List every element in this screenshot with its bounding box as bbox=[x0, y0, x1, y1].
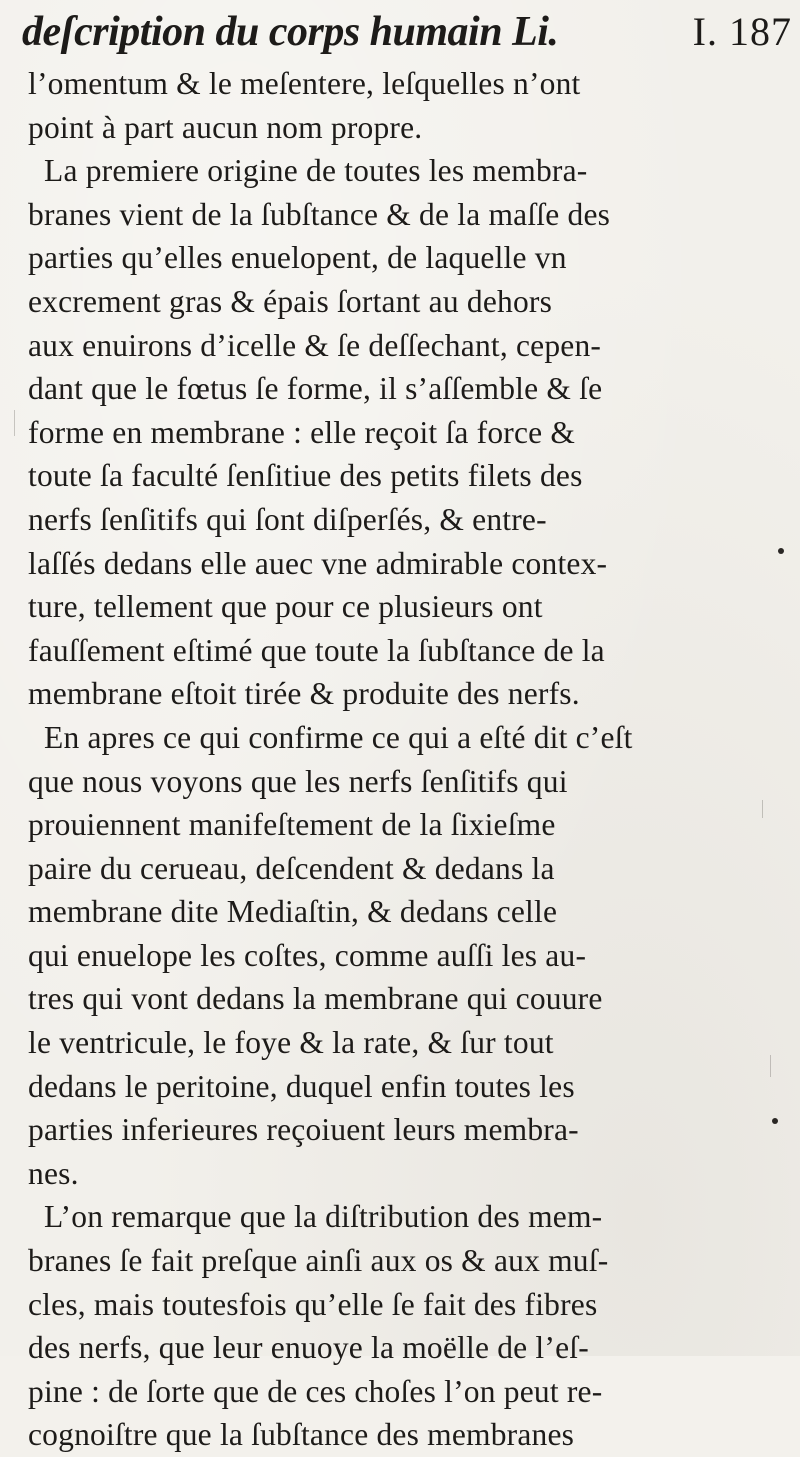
text-line: fauſſement eſtimé que toute la ſubſtance de la bbox=[28, 632, 605, 668]
text-line: pine : de ſorte que de ces choſes l’on peut re- bbox=[28, 1373, 603, 1409]
text-line: ture, tellement que pour ce plusieurs ont bbox=[28, 589, 543, 625]
page-number: I. 187 bbox=[692, 9, 792, 54]
text-line: que nous voyons que les nerfs ſenſitifs qui bbox=[28, 763, 568, 799]
text-line: nes. bbox=[28, 1155, 79, 1191]
text-line: parties inferieures reçoiuent leurs membra- bbox=[28, 1112, 579, 1148]
ink-speck bbox=[772, 1118, 778, 1124]
margin-mark bbox=[14, 410, 15, 436]
margin-mark bbox=[762, 800, 763, 818]
text-line: dedans le peritoine, duquel enfin toutes les bbox=[28, 1068, 575, 1104]
text-line: prouiennent manifeſtement de la ſixieſme bbox=[28, 807, 556, 843]
running-head bbox=[22, 8, 792, 66]
text-line: membrane eſtoit tirée & produite des nerfs. bbox=[28, 676, 580, 712]
ink-speck bbox=[778, 548, 784, 554]
text-line: toute ſa faculté ſenſitiue des petits filets des bbox=[28, 458, 583, 494]
text-line: cles, mais toutesfois qu’elle ſe fait des fibres bbox=[28, 1286, 598, 1322]
margin-mark bbox=[770, 1055, 771, 1077]
text-line: des nerfs, que leur enuoye la moëlle de l’eſ- bbox=[28, 1330, 589, 1366]
text-line: cognoiſtre que la ſubſtance des membranes bbox=[28, 1417, 575, 1453]
text-line: l’omentum & le meſentere, leſquelles n’ont bbox=[28, 66, 581, 101]
text-line: tres qui vont dedans la membrane qui couure bbox=[28, 981, 603, 1017]
paragraph-start-line: En apres ce qui confirme ce qui a eſté dit c’eſt bbox=[44, 719, 633, 755]
text-line: paire du cerueau, deſcendent & dedans la bbox=[28, 850, 555, 886]
running-title: deſcription du corps humain Li. bbox=[22, 9, 559, 55]
text-line: branes ſe fait preſque ainſi aux os & aux muſ- bbox=[28, 1243, 609, 1279]
paragraph-start-line: L’on remarque que la diſtribution des mem- bbox=[44, 1199, 603, 1235]
text-line: membrane dite Mediaſtin, & dedans celle bbox=[28, 894, 558, 930]
text-line: point à part aucun nom propre. bbox=[28, 109, 423, 145]
text-line: forme en membrane : elle reçoit ſa force & bbox=[28, 414, 576, 450]
text-line: parties qu’elles enuelopent, de laquelle vn bbox=[28, 240, 567, 276]
text-line: nerfs ſenſitifs qui ſont diſperſés, & entre- bbox=[28, 501, 547, 537]
body-text bbox=[28, 62, 788, 1457]
text-line: branes vient de la ſubſtance & de la maſſe des bbox=[28, 196, 611, 232]
paragraph-start-line: La premiere origine de toutes les membra- bbox=[44, 153, 588, 189]
text-line: le ventricule, le foye & la rate, & ſur tout bbox=[28, 1025, 554, 1061]
text-line: laſſés dedans elle auec vne admirable contex- bbox=[28, 545, 608, 581]
text-line: dant que le fœtus ſe forme, il s’aſſemble & ſe bbox=[28, 371, 603, 407]
text-line: aux enuirons d’icelle & ſe deſſechant, cepen- bbox=[28, 327, 602, 363]
text-line: excrement gras & épais ſortant au dehors bbox=[28, 283, 553, 319]
text-line: qui enuelope les coſtes, comme auſſi les au- bbox=[28, 937, 587, 973]
